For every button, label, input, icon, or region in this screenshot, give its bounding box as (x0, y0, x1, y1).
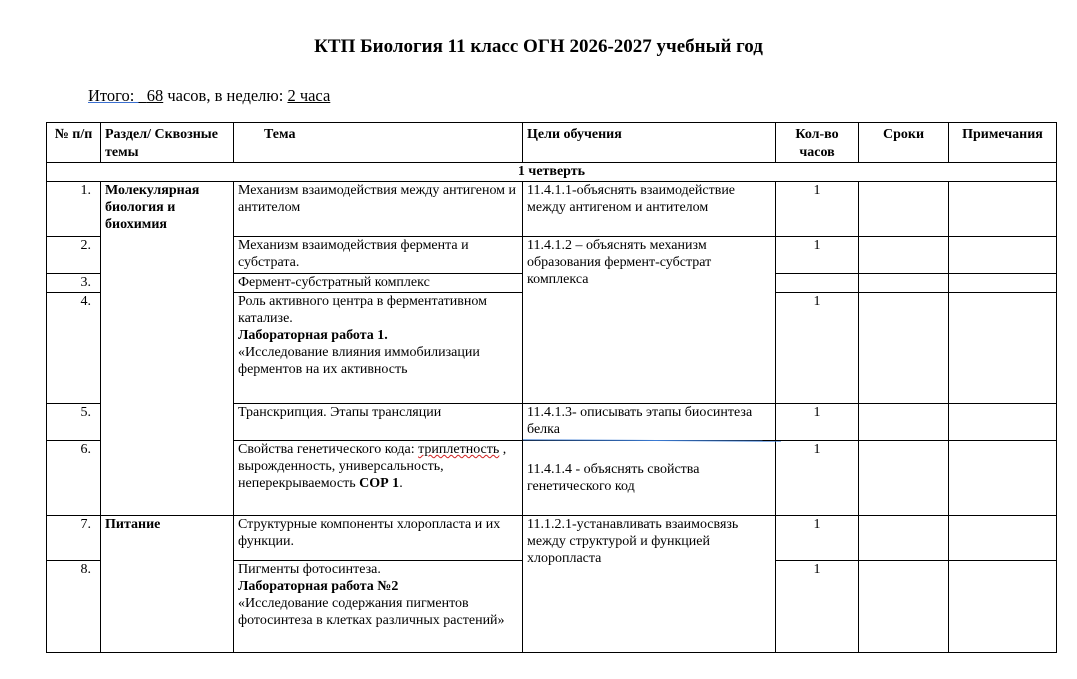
notes-cell (949, 404, 1057, 441)
goal-cell: 11.4.1.3- описывать этапы биосинтеза белка (523, 404, 776, 441)
notes-cell (949, 293, 1057, 404)
header-dates: Сроки (859, 123, 949, 163)
row-num: 4. (47, 293, 101, 404)
section-cell: Питание (101, 516, 234, 653)
row-num: 2. (47, 237, 101, 274)
lab-title: Лабораторная работа №2 (238, 579, 399, 594)
quarter-row (47, 163, 1057, 182)
document-title: КТП Биология 11 класс ОГН 2026-2027 учебный год (314, 36, 763, 57)
sor-label: СОР 1 (359, 476, 400, 491)
row-num: 1. (47, 182, 101, 237)
misspelled-word: триплетность (418, 442, 500, 457)
topic-cell: Механизм взаимодействия между антигеном и антителом (234, 182, 523, 237)
row-num: 3. (47, 274, 101, 293)
row-num: 7. (47, 516, 101, 561)
notes-cell (949, 274, 1057, 293)
dates-cell (859, 516, 949, 561)
topic-cell: Роль активного центра в ферментативном катализе. Лабораторная работа 1. «Исследование влияния иммобилизации ферментов на их активность (234, 293, 523, 404)
hours-cell: 1 (776, 237, 859, 274)
notes-cell (949, 441, 1057, 516)
notes-cell (949, 182, 1057, 237)
header-goals: Цели обучения (523, 123, 776, 163)
topic-cell: Пигменты фотосинтеза. Лабораторная работа №2 «Исследование содержания пигментов фотосинтеза в клетках различных растений» (234, 561, 523, 653)
hours-cell: 1 (776, 404, 859, 441)
goal-cell: 11.1.2.1-устанавливать взаимосвязь между структурой и функцией хлоропласта (523, 516, 776, 653)
row-num: 6. (47, 441, 101, 516)
hours-cell (776, 274, 859, 293)
quarter-label: 1 четверть (47, 163, 1057, 182)
table-row (47, 182, 1057, 237)
dates-cell (859, 182, 949, 237)
hours-cell: 1 (776, 516, 859, 561)
goal-cell: 11.4.1.2 – объяснять механизм образования фермент-субстрат комплекса (523, 237, 776, 404)
row-num: 8. (47, 561, 101, 653)
dates-cell (859, 237, 949, 274)
dates-cell (859, 404, 949, 441)
curriculum-table (46, 122, 1057, 653)
goal-cell: 11.4.1.4 - объяснять свойства генетического код (523, 441, 776, 516)
notes-cell (949, 516, 1057, 561)
header-notes: Примечания (949, 123, 1057, 163)
lab-text: «Исследование содержания пигментов фотосинтеза в клетках различных растений» (238, 596, 505, 628)
topic-cell: Механизм взаимодействия фермента и субстрата. (234, 237, 523, 274)
header-hours: Кол-во часов (776, 123, 859, 163)
header-row (47, 123, 1057, 163)
header-topic: Тема (234, 123, 523, 163)
lab-text: «Исследование влияния иммобилизации ферментов на их активность (238, 345, 480, 377)
dates-cell (859, 293, 949, 404)
total-hours-line (88, 86, 330, 106)
weekly-hours: 2 часа (287, 86, 331, 105)
table-row (47, 516, 1057, 561)
topic-cell: Транскрипция. Этапы трансляции (234, 404, 523, 441)
section-cell: Молекулярная биология и биохимия (101, 182, 234, 516)
total-hours-suffix: часов, в неделю: (163, 86, 288, 105)
total-hours: 68 (146, 86, 164, 105)
row-num: 5. (47, 404, 101, 441)
dates-cell (859, 274, 949, 293)
notes-cell (949, 237, 1057, 274)
notes-cell (949, 561, 1057, 653)
dates-cell (859, 441, 949, 516)
topic-cell: Фермент-субстратный комплекс (234, 274, 523, 293)
topic-cell: Свойства генетического кода: триплетность , вырожденность, универсальность, неперекрываемость СОР 1. (234, 441, 523, 516)
header-num: № п/п (47, 123, 101, 163)
dates-cell (859, 561, 949, 653)
hours-cell: 1 (776, 182, 859, 237)
goal-cell: 11.4.1.1-объяснять взаимодействие между антигеном и антителом (523, 182, 776, 237)
hours-cell: 1 (776, 561, 859, 653)
topic-cell: Структурные компоненты хлоропласта и их функции. (234, 516, 523, 561)
hours-cell: 1 (776, 441, 859, 516)
lab-title: Лабораторная работа 1. (238, 328, 388, 343)
hours-cell: 1 (776, 293, 859, 404)
total-prefix: Итого: (88, 86, 139, 105)
header-section: Раздел/ Сквозные темы (101, 123, 234, 163)
